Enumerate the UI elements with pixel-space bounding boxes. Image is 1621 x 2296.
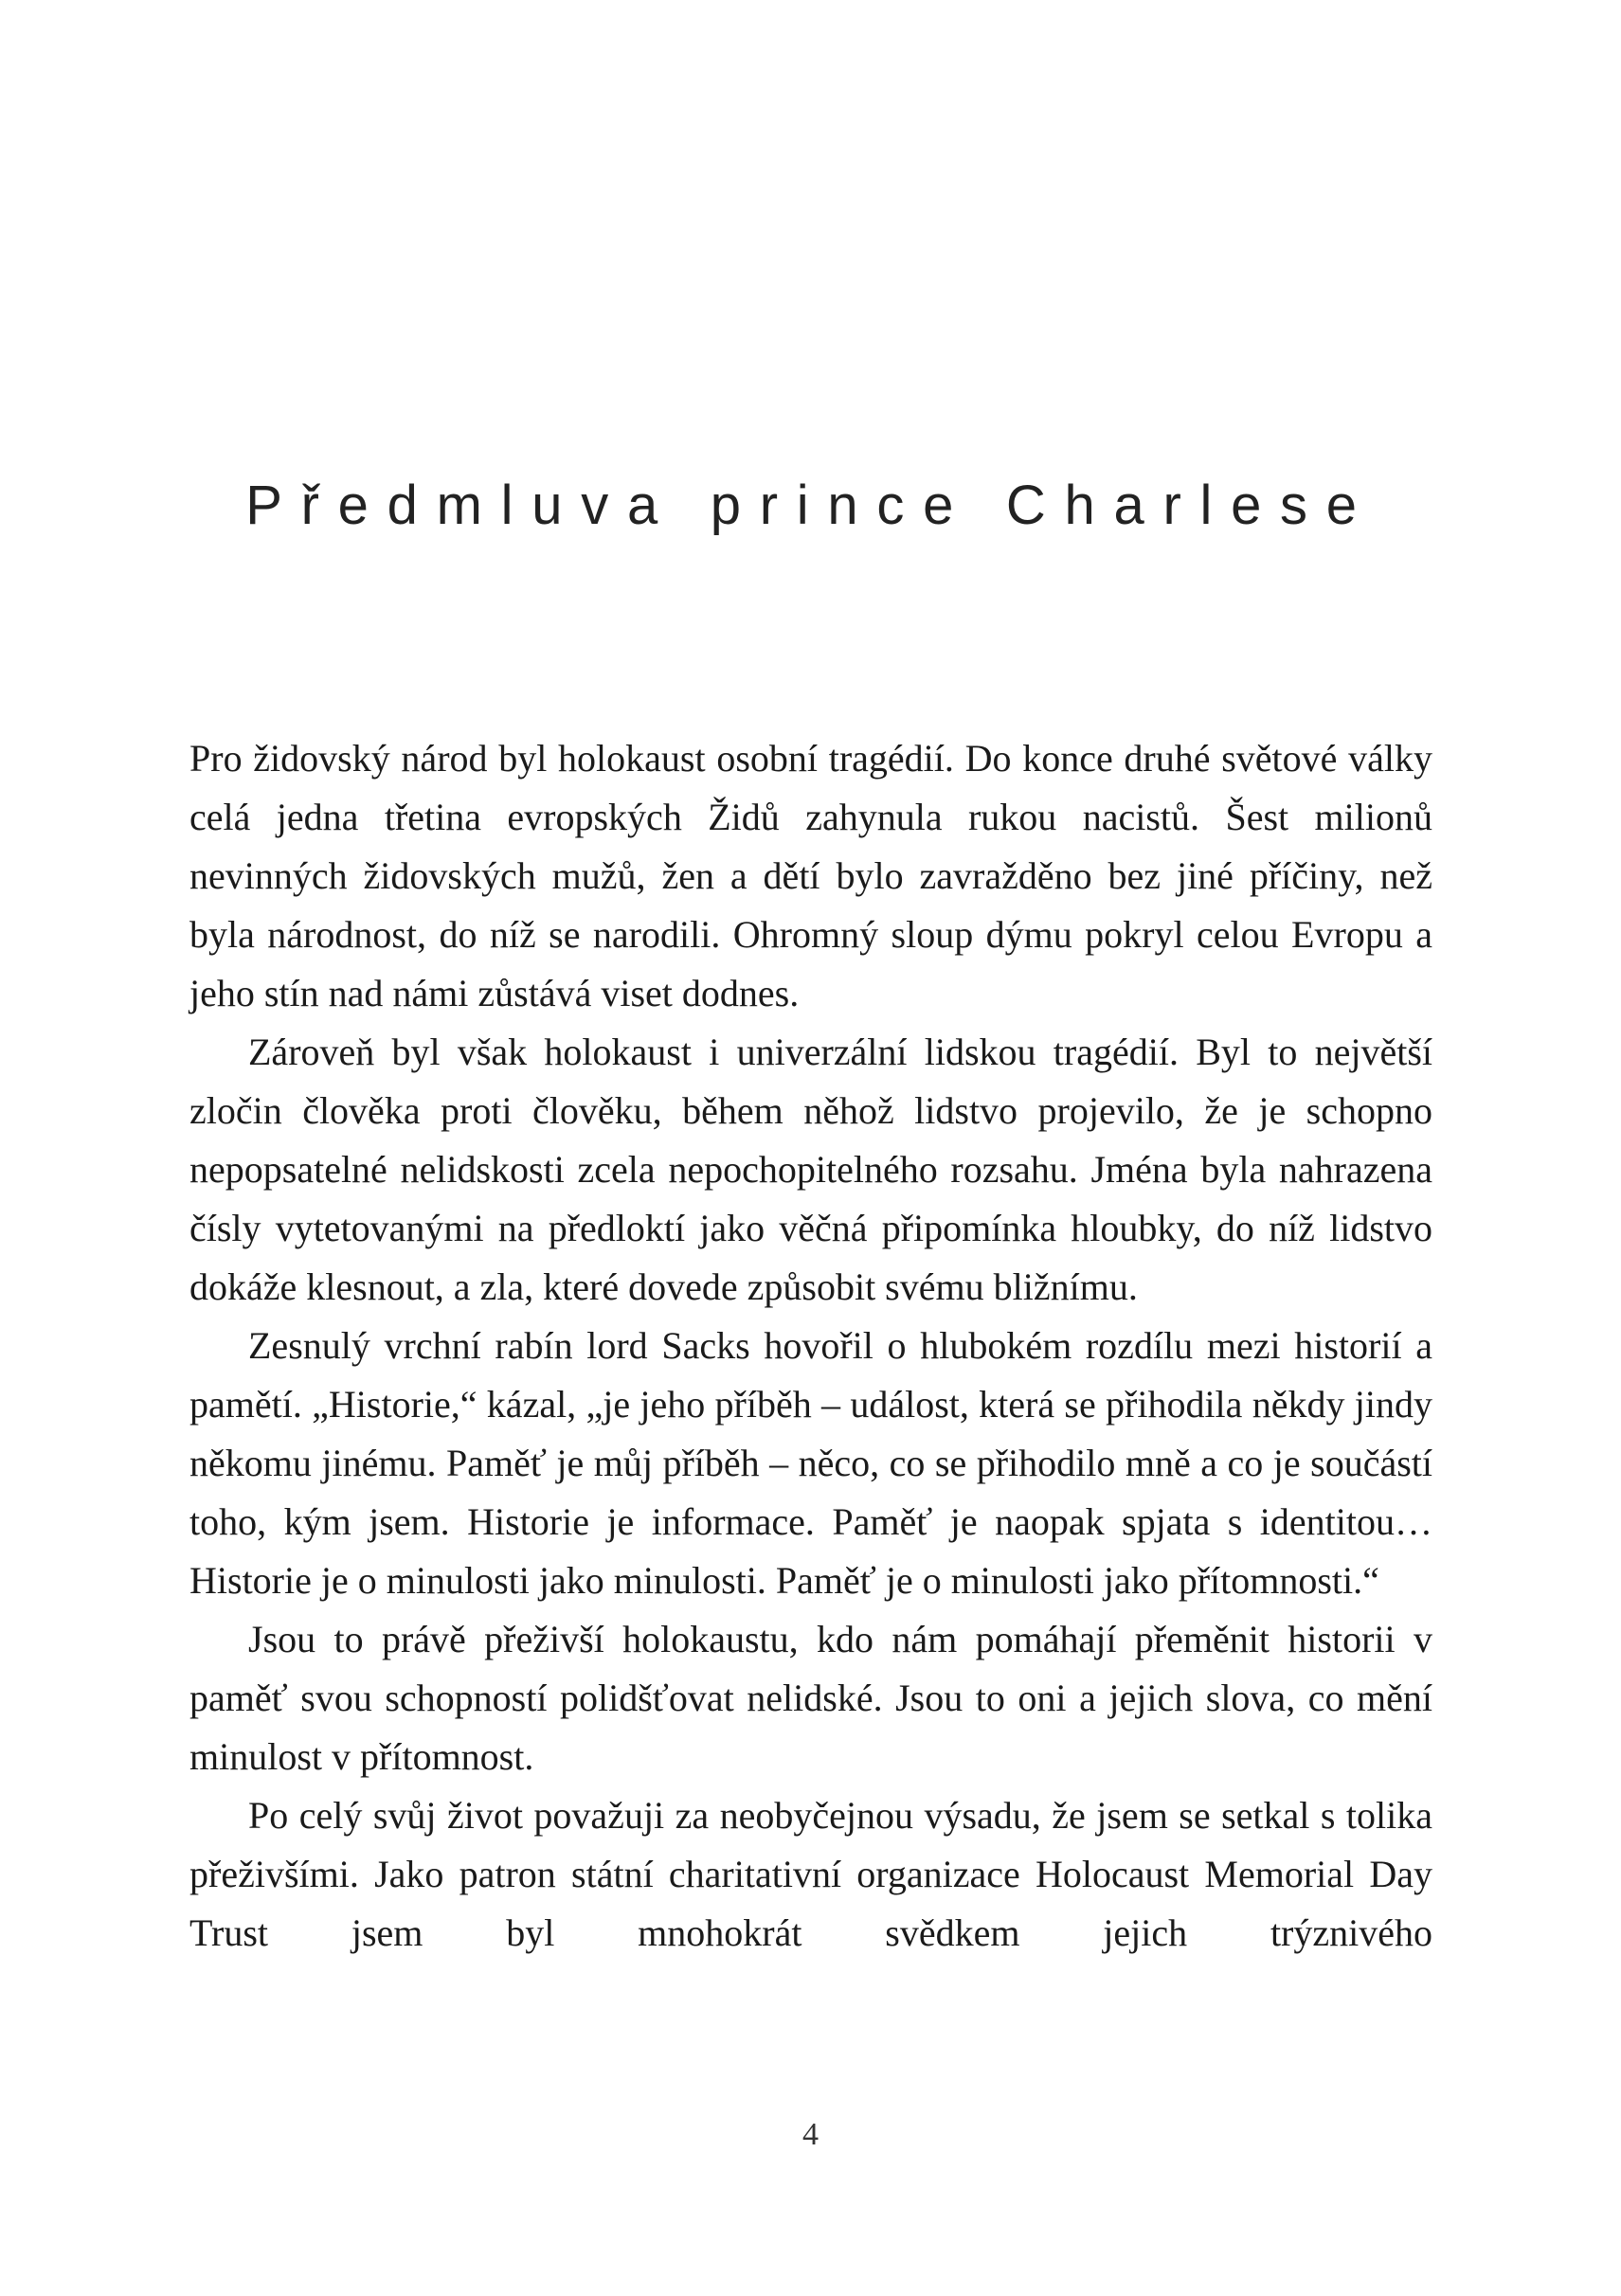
paragraph-1: Pro židovský národ byl holokaust osobní tragédií. Do konce druhé světové války celá jedna třetina evropských Židů zahynula rukou nacistů. Šest milionů nevinných židovských mužů, žen a dětí bylo zavražděno bez jiné příčiny, než byla národnost, do níž se narodili. Ohromný sloup dýmu pokryl celou Evropu a jeho stín nad námi zůstává viset dodnes. xyxy=(189,737,1432,1014)
paragraph-5: Po celý svůj život považuji za neobyčejnou výsadu, že jsem se setkal s tolika přeživšími. Jako patron státní charitativní organizace Holocaust Memorial Day Trust jsem byl mnohokrát svědkem jejich trýznivého xyxy=(189,1794,1432,1954)
paragraph-4: Jsou to právě přeživší holokaustu, kdo nám pomáhají přeměnit historii v paměť svou schopností polidšťovat nelidské. Jsou to oni a jejich slova, co mění minulost v přítomnost. xyxy=(189,1618,1432,1778)
page-number: 4 xyxy=(802,2117,819,2152)
paragraph-2: Zároveň byl však holokaust i univerzální lidskou tragédií. Byl to největší zločin člověka proti člověku, během něhož lidstvo projevilo, že je schopno nepopsatelné nelidskosti zcela nepochopitelného rozsahu. Jména byla nahrazena čísly vytetovanými na předloktí jako věčná připomínka hloubky, do níž lidstvo dokáže klesnout, a zla, které dovede způsobit svému bližnímu. xyxy=(189,1031,1432,1308)
paragraph-3: Zesnulý vrchní rabín lord Sacks hovořil o hlubokém rozdílu mezi historií a pamětí. „Historie,“ kázal, „je jeho příběh – událost, která se přihodila někdy jindy někomu jinému. Paměť je můj příběh – něco, co se přihodilo mně a co je součástí toho, kým jsem. Historie je informace. Paměť je naopak spjata s identitou… Historie je o minulosti jako minulosti. Paměť je o minulosti jako přítomnosti.“ xyxy=(189,1324,1432,1602)
body-text xyxy=(189,729,1432,1963)
chapter-title: Předmluva prince Charlese xyxy=(245,475,1376,536)
